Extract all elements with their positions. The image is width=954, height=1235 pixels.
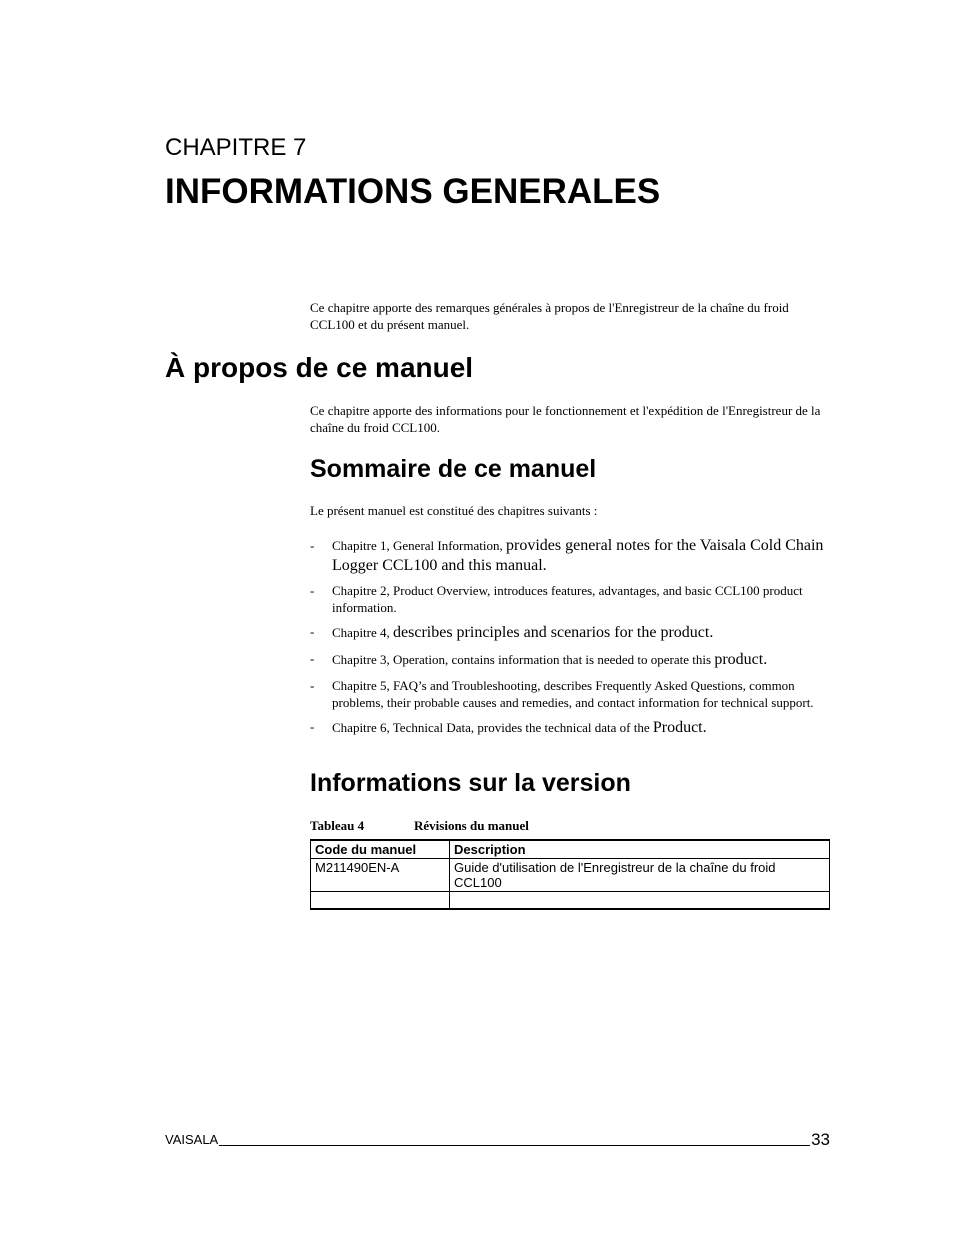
section-text: Ce chapitre apporte des informations pour le fonctionnement et l'expédition de l'Enregistreur de la chaîne du froid CCL100. <box>310 403 821 435</box>
list-dash: - <box>310 678 315 693</box>
section-title: À propos de ce manuel <box>165 352 474 383</box>
chapter-list <box>310 536 830 745</box>
list-item-large: describes principles and scenarios for the product. <box>393 624 714 641</box>
list-dash: - <box>310 583 315 598</box>
list-item <box>310 677 830 711</box>
list-item <box>310 650 830 670</box>
cell-code: M211490EN-A <box>311 859 450 892</box>
list-dash: - <box>310 624 315 639</box>
list-item-small: Chapitre 4, <box>332 625 394 640</box>
chapter-title: INFORMATIONS GENERALES <box>165 172 661 211</box>
footer-brand: VAISALA <box>165 1132 219 1147</box>
table-caption <box>310 817 529 834</box>
cell-description: Guide d'utilisation de l'Enregistreur de la chaîne du froid CCL100 <box>450 859 830 892</box>
list-item-small: Chapitre 5, FAQ’s and Troubleshooting, describes Frequently Asked Questions, common problems, their probable causes and remedies, and contact information for technical support. <box>332 678 814 710</box>
list-dash: - <box>310 538 315 553</box>
table-row <box>311 892 830 910</box>
list-item <box>310 623 830 643</box>
list-item <box>310 536 830 576</box>
list-dash: - <box>310 651 315 666</box>
list-item-small: Chapitre 1, General Information, <box>332 538 506 553</box>
page-footer <box>165 1130 830 1150</box>
summary-text: Le présent manuel est constitué des chapitres suivants : <box>310 503 598 518</box>
page-number: 33 <box>811 1130 830 1149</box>
list-item-small: Chapitre 3, Operation, contains information that is needed to operate this <box>332 652 715 667</box>
list-item <box>310 582 830 616</box>
version-title: Informations sur la version <box>310 769 631 797</box>
list-item-small: Chapitre 2, Product Overview, introduces features, advantages, and basic CCL100 product information. <box>332 583 803 615</box>
table-caption-text: Révisions du manuel <box>414 818 529 833</box>
summary-title: Sommaire de ce manuel <box>310 455 597 483</box>
list-dash: - <box>310 719 315 734</box>
chapter-intro: Ce chapitre apporte des remarques générales à propos de l'Enregistreur de la chaîne du froid CCL100 et du présent manuel. <box>310 300 789 332</box>
header-description: Description <box>450 840 830 859</box>
table-caption-number: Tableau 4 <box>310 818 365 833</box>
cell-code <box>311 892 450 910</box>
header-code: Code du manuel <box>311 840 450 859</box>
list-item-small: Chapitre 6, Technical Data, provides the technical data of the <box>332 720 653 735</box>
list-item-large: product. <box>714 651 768 668</box>
chapter-label: CHAPITRE 7 <box>165 134 307 161</box>
list-item <box>310 718 830 738</box>
revision-table <box>310 839 830 910</box>
table-header-row <box>311 840 830 859</box>
list-item-large: provides general notes for the Vaisala Cold Chain Logger CCL100 and this manual. <box>332 537 824 574</box>
footer-rule <box>219 1145 810 1146</box>
cell-description <box>450 892 830 910</box>
table-row <box>311 859 830 892</box>
list-item-large: Product. <box>652 719 707 736</box>
